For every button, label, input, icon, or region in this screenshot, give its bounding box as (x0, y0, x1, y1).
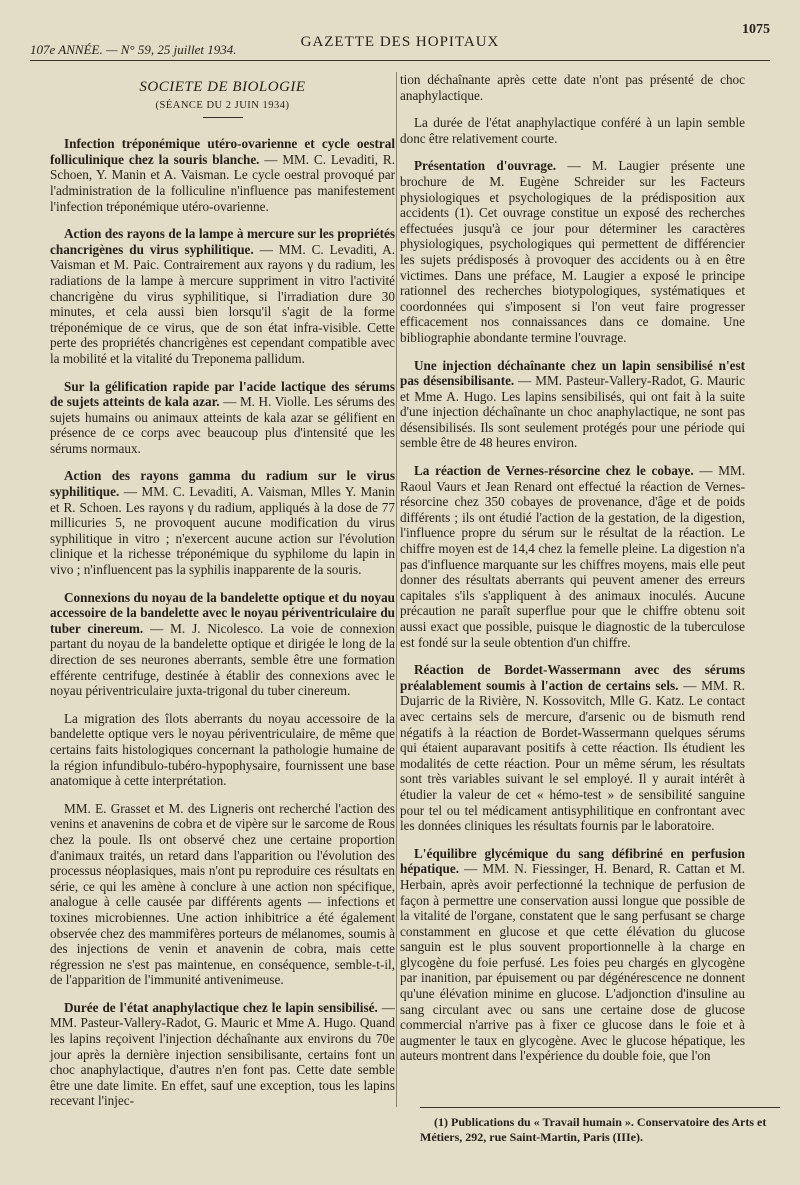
paragraph-body: — MM. Pasteur-Vallery-Radot, G. Mauric et Mme A. Hugo. Les lapins sensibilisés, qui ont fait à la suite d'une injection déchaînante un choc anaphylactique, ne sont pas désensibilisés. Ils sont seulement protégés pour une période qui semble être de 48 heures environ. (400, 373, 745, 451)
paragraph (50, 226, 395, 366)
paragraph-body: La durée de l'état anaphylactique conféré à un lapin semble donc être relativement courte. (400, 115, 745, 146)
paragraph-body: — MM. R. Dujarric de la Rivière, N. Kossovitch, Mlle G. Katz. Le contact avec certains sels de mercure, d'arsenic ou de bismuth rend négatifs à la réaction de Bordet-Wassermann quelques sérums qui étaient auparavant positifs à cette réaction. Ils étudient les modalités de cette réaction. Pour un même sérum, les résultats sont très variables suivant le sel employé. Il y aurait intérêt à étudier la valeur de cet « hémo-test » de sensibilité sanguine pour tel ou tel médicament antisyphilitique en confrontant avec les données cliniques les résultats fournis par le laboratoire. (400, 677, 745, 834)
paragraph-body: — MM. C. Levaditi, R. Schoen, Y. Manin et A. Vaisman. Le cycle oestral provoqué par l'administration de la folliculine n'influence pas manifestement l'infection tréponémique utéro-ovarienne. (50, 151, 395, 214)
page-number: 1075 (742, 22, 770, 37)
paragraph-title: L'équilibre glycémique du sang défibriné en perfusion hépatique. (400, 845, 745, 877)
paragraph (50, 590, 395, 699)
section-subtitle: (SÉANCE DU 2 JUIN 1934) (155, 99, 290, 111)
paragraph (50, 1000, 395, 1109)
page-header (30, 20, 770, 60)
paragraph-body: La migration des îlots aberrants du noyau accessoire de la bandelette optique vers le noyau périventriculaire, de même que certains faits histologiques concernant la pathologie humaine de la région infundibulo-tubéro-hypophysaire, fournissent une base anatomique à cette interprétation. (50, 710, 395, 789)
paragraph (400, 662, 745, 834)
paragraph (50, 801, 395, 988)
paragraph-title: Sur la gélification rapide par l'acide lactique des sérums de sujets atteints de kala azar. (50, 378, 395, 410)
paragraph (50, 379, 395, 457)
paragraph-body: — MM. Raoul Vaurs et Jean Renard ont effectué la réaction de Vernes-résorcine chez 350 cobayes de provenance, d'âge et de poids différents ; ils ont étudié l'action de la gestation, de la digestion, l'influence propre du sérum sur le résultat de la réaction. Le chiffre moyen est de 14,4 chez la femelle pleine. La digestion n'a pas d'influence marquante sur les chiffres moyens, mais elle peut donner des résultats aberrants qui peuvent amener des erreurs capitales s'ils s'appliquent à des animaux inoculés. Aucune précaution ne paraît superflue pour que le chiffre obtenu soit aussi exact que possible, puisque le diagnostic de la tuberculose est fondé sur la seule obtention d'un chiffre. (400, 463, 745, 650)
paragraph-title: Action des rayons de la lampe à mercure sur les propriétés chancrigènes du virus syphilitique. (50, 226, 395, 257)
paragraph-title: Connexions du noyau de la bandelette optique et du noyau accessoire de la bandelette avec le noyau périventriculaire du tuber cinereum. (50, 589, 395, 636)
section-rule (203, 117, 243, 118)
paragraph-title: Présentation d'ouvrage. (414, 158, 557, 174)
paragraph-body: — M. J. Nicolesco. La voie de connexion partant du noyau de la bandelette optique et dirigée le long de la direction de ses neurones aberrants, semble être une formation efférente centrifuge, destinée à établir des connexions avec le noyau périventriculaire juxta-trigonal du tuber cinereum. (50, 620, 395, 699)
paragraph (50, 468, 395, 577)
paragraph (400, 115, 745, 146)
header-rule (30, 60, 770, 61)
paragraph-body: — M. Laugier présente une brochure de M. Eugène Schreider sur les Facteurs physiologiques et psychologiques de la prédisposition aux accidents (1). Cet ouvrage constitue un exposé des recherches effectuées jusqu'à ce jour pour déterminer les caractères physiologiques, psychologiques qui permettent de différencier les sujets prédisposés à provoquer des accidents ou à en être victimes. Dans une préface, M. Laugier a exposé le principe rationnel des recherches biotypologiques, systématiques et coordonnées qui s'imposent si l'on veut faire progresser efficacement nos connaissances dans ce domaine. Une bibliographie abondante termine l'ouvrage. (400, 158, 745, 345)
paragraph (400, 158, 745, 345)
paragraph-title: Une injection déchaînante chez un lapin sensibilisé n'est pas désensibilisante. (400, 357, 745, 389)
journal-title: GAZETTE DES HOPITAUX (300, 34, 500, 50)
footnote-rule (420, 1107, 780, 1108)
paragraph-title: La réaction de Vernes-résorcine chez le cobaye. (414, 463, 694, 479)
paragraph-body: tion déchaînante après cette date n'ont pas présenté de choc anaphylactique. (400, 72, 745, 103)
paragraph-body: — MM. Pasteur-Vallery-Radot, G. Mauric et Mme A. Hugo. Quand les lapins reçoivent l'injection déchaînante aux environs du 70e jour après la dernière injection sensibilisante, certains font un choc anaphylactique, d'autres n'en font pas. Cette date semble être une date limite. En effet, sauf une exception, tous les lapins recevant l'injec- (50, 999, 395, 1109)
paragraph-body: MM. E. Grasset et M. des Ligneris ont recherché l'action des venins et anavenins de cobra et de vipère sur le sarcome de Rous chez la poule. Ils ont observé chez une certaine proportion d'animaux traités, un retard dans l'apparition ou l'évolution des processus néoplasiques, mais n'ont pu reproduire ces résultats en série, ce qui les amène à conclure à une action non spécifique, analogue à celle causée par différents agents — infections et toxines microbiennes. Une action inhibitrice a été également observée chez des mammifères porteurs de mélanomes, soumis à des injections de venin et anavenin de cobra, mais cette régression ne s'est pas maintenue, en conséquence, semble-t-il, de l'apparition de l'immunité antivenimeuse. (50, 800, 395, 988)
paragraph (400, 358, 745, 452)
column-separator (396, 72, 397, 1107)
paragraph-body: — MM. N. Fiessinger, H. Benard, R. Cattan et M. Herbain, après avoir perfectionné la technique de perfusion de façon à permettre une conservation aussi longue que possible de la vitalité de l'organe, constatent que le sang perfusant se charge constamment en glucose et que cette élévation du glucose sanguin est le plus souvent proportionnelle à la charge en glycogène du foie perfusé. Les foies peu chargés en glycogène par inanition, par épuisement ou par dégénérescence ne donnent qu'une élévation minime en glucose. L'adjonction d'insuline au sang circulant avec ou sans une certaine dose de glucose commercial n'arrive pas à fixer ce glucose dans le foie et à augmenter le taux en glycogène. Avec le glucose hépatique, les auteurs montrent dans l'expérience du double foie, que l'on (400, 861, 745, 1064)
paragraph-title: Durée de l'état anaphylactique chez le lapin sensibilisé. (64, 999, 378, 1015)
paragraph (400, 463, 745, 650)
paragraph (50, 136, 395, 214)
left-column (50, 72, 395, 1121)
footnote: (1) Publications du « Travail humain ». Conservatoire des Arts et Métiers, 292, rue Saint-Martin, Paris (IIIe). (420, 1115, 767, 1144)
paragraph-body: — MM. C. Levaditi, A. Vaisman et M. Paic. Contrairement aux rayons γ du radium, les radiations de la lampe à mercure suppriment in vitro l'activité chancrigène du virus syphilitique, si l'irradiation dure 30 minutes, et cela aussi bien lorsqu'il s'agit de la forme tréponémique de ce virus, que de son état infra-visible. Cette perte des propriétés chancrigènes est cependant compatible avec la mobilité et la vitalité du Treponema pallidum. (50, 241, 395, 366)
paragraph-title: Réaction de Bordet-Wassermann avec des sérums préalablement soumis à l'action de certains sels. (400, 662, 745, 693)
paragraph (400, 72, 745, 103)
issue-info: 107e ANNÉE. — N° 59, 25 juillet 1934. (30, 42, 237, 57)
paragraph-title: Infection tréponémique utéro-ovarienne et cycle oestral folliculinique chez la souris blanche. (50, 136, 395, 167)
paragraph (400, 846, 745, 1064)
paragraph-body: — MM. C. Levaditi, A. Vaisman, Mlles Y. Manin et R. Schoen. Les rayons γ du radium, appliqués à la dose de 77 millicuries 5, ne provoquent aucune modification du virus syphilitique in vitro ; n'exercent aucune action sur l'évolution clinique et la richesse tréponémique du syphilome du lapin in vivo ; n'influencent pas la syphilis inapparente de la souris. (50, 484, 395, 578)
section-title: SOCIETE DE BIOLOGIE (139, 79, 306, 95)
paragraph-body: — M. H. Violle. Les sérums des sujets humains ou animaux atteints de kala azar se gélifient en présence de ce corps avec beaucoup plus d'intensité que les sérums normaux. (50, 394, 395, 456)
paragraph-title: Action des rayons gamma du radium sur le virus syphilitique. (50, 468, 395, 500)
right-column (400, 72, 745, 1076)
paragraph (50, 711, 395, 789)
